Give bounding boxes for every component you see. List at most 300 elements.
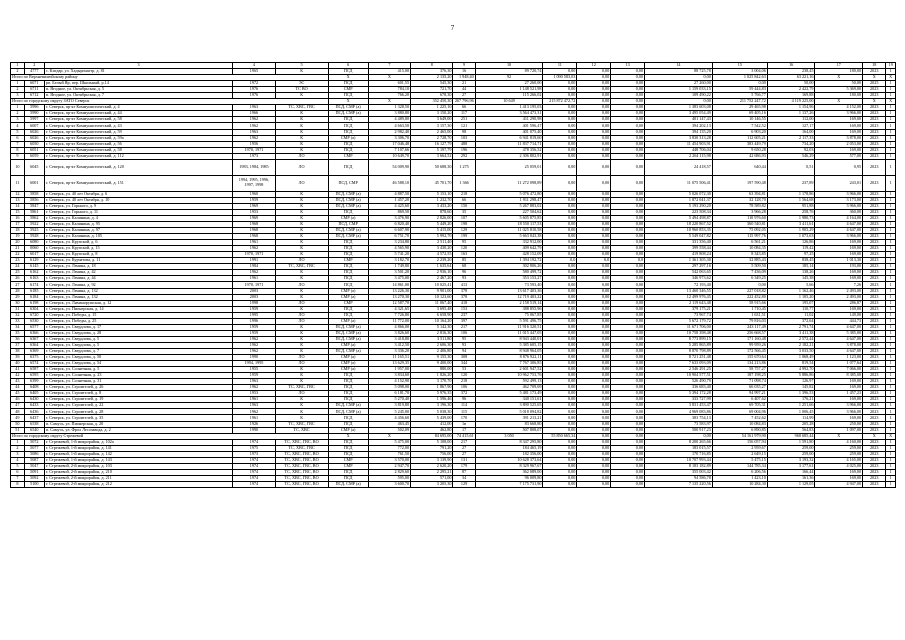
table-cell: 444,73	[815, 318, 863, 324]
table-cell: 169,00	[815, 129, 863, 135]
table-cell: 115	[453, 409, 475, 415]
table-cell: 98	[453, 129, 475, 135]
table-cell: 8 943 440,01	[475, 336, 543, 342]
table-cell: 176,21	[767, 397, 815, 403]
table-cell: г. Северск, ул. Ленина, д. 132	[44, 288, 232, 294]
table-cell: 0,00	[543, 336, 577, 342]
table-cell: 1	[886, 135, 896, 141]
table-cell: 22	[11, 252, 25, 258]
table-cell: 196	[453, 147, 475, 153]
table-cell: 13 629,35	[368, 361, 410, 367]
table-cell: 2023	[863, 421, 886, 427]
table-cell: 0,00	[543, 445, 577, 451]
table-cell: 0,00	[577, 361, 611, 367]
table-cell: 571,00	[411, 475, 453, 481]
table-cell: 238,45	[767, 69, 815, 75]
table-cell: ПСД	[328, 282, 368, 288]
table-cell: 27	[11, 282, 25, 288]
table-cell: 3 433,20	[411, 203, 453, 209]
table-cell: 0,00	[543, 282, 577, 288]
table-cell: 5 197,79	[411, 147, 453, 153]
table-cell: 169,00	[815, 123, 863, 129]
table-cell: 7 135 220,56	[645, 482, 713, 488]
table-cell: 11	[11, 175, 25, 191]
table-cell: 8 870 798,89	[645, 348, 713, 354]
table-cell: г. Стрежевой, 2-й микрорайон, д. 103	[44, 463, 232, 469]
table-cell: СМР (а)	[328, 427, 368, 433]
table-cell: СМР (а)	[328, 288, 368, 294]
table-cell: 0,00	[611, 421, 645, 427]
table-cell: 85	[453, 258, 475, 264]
table-cell: 0,00	[577, 330, 611, 336]
table-cell: 50,00	[815, 81, 863, 87]
table-cell: 0,00	[611, 391, 645, 397]
table-cell: К	[275, 129, 328, 135]
table-cell: 4 887,50	[368, 191, 410, 197]
table-cell: 6405	[24, 391, 44, 397]
table-cell: 0,00	[712, 282, 767, 288]
table-cell: г. Северск, ул. Свердлова, д. 7	[44, 348, 232, 354]
table-cell: 1974	[233, 469, 275, 475]
table-cell: 360,00	[815, 209, 863, 215]
table-cell: 25	[11, 270, 25, 276]
table-cell: 0,0	[577, 258, 611, 264]
table-cell: ПСД, СМР (а)	[328, 409, 368, 415]
table-cell: 110 976,60	[712, 215, 767, 221]
table-cell: 0,00	[543, 105, 577, 111]
table-cell: 1996	[233, 318, 275, 324]
table-cell: 0,00	[577, 153, 611, 159]
table-cell: 3 050	[475, 433, 543, 439]
table-cell: ПСД	[328, 141, 368, 147]
table-cell: 0,00	[611, 415, 645, 421]
table-cell: г. Стрежевой, 1-й микрорайон, д. 143	[44, 457, 232, 463]
table-cell: 0,00	[543, 81, 577, 87]
table-cell: 1	[11, 105, 25, 111]
table-cell: 2023	[863, 105, 886, 111]
table-cell: ТС ВО	[275, 87, 328, 93]
table-cell: г. Северск, пр-кт Коммунистический, д. 59	[44, 129, 232, 135]
table-cell: ПСД, СМР (а)	[328, 105, 368, 111]
table-cell: 0,00	[611, 123, 645, 129]
table-cell: 156 057,94	[712, 439, 767, 445]
table-cell: Х	[328, 75, 368, 81]
header-cell: 17	[815, 63, 863, 69]
table-cell: 1 980,73	[767, 215, 815, 221]
table-cell: 1953	[233, 391, 275, 397]
table-cell: 1	[886, 129, 896, 135]
table-cell: 0,00	[577, 348, 611, 354]
table-cell: 5 475,00	[368, 439, 410, 445]
table-cell: 5 385,00	[815, 330, 863, 336]
table-cell: К	[275, 288, 328, 294]
table-cell: К	[275, 342, 328, 348]
table-cell: г. Северск, ул. Калинина, д. 97	[44, 228, 232, 234]
table-cell: 0,00	[611, 147, 645, 153]
table-cell: 259,00	[767, 445, 815, 451]
table-cell: 5928	[24, 234, 44, 240]
table-cell: Х	[886, 99, 896, 105]
table-cell: 1	[886, 421, 896, 427]
table-cell: СМР (а)	[328, 361, 368, 367]
table-cell: 1 564,68	[767, 197, 815, 203]
table-cell: К	[275, 246, 328, 252]
table-cell: 0,00	[543, 355, 577, 361]
table-cell: 3 495 054,49	[645, 111, 713, 117]
table-cell: 1974	[233, 482, 275, 488]
table-cell: 1	[886, 342, 896, 348]
table-cell: 0,00	[577, 445, 611, 451]
table-cell: г. Северск, ул. Свердлова, д. 28	[44, 330, 232, 336]
table-cell: 1	[886, 141, 896, 147]
table-cell: 5 108,00	[411, 439, 453, 445]
table-cell: 169,00	[815, 117, 863, 123]
table-cell: 2023	[863, 318, 886, 324]
table-cell: 1968	[233, 221, 275, 227]
table-cell: г. Северск, ул. Ленина, д. 92	[44, 282, 232, 288]
table-cell: 5847	[24, 203, 44, 209]
table-cell: 0,00	[543, 482, 577, 488]
table-cell: 3	[11, 93, 25, 99]
table-cell: 1962	[233, 117, 275, 123]
table-cell: 10 284,30	[712, 482, 767, 488]
table-cell: 5 098,00	[368, 385, 410, 391]
table-cell: 0,00	[543, 348, 577, 354]
table-cell: 1962	[233, 348, 275, 354]
header-cell: 8	[411, 63, 453, 69]
table-cell: 73 967,74	[645, 312, 713, 318]
table-cell: 507 808,07	[475, 427, 543, 433]
table-cell: 2023	[863, 342, 886, 348]
table-cell: 2 829,60	[368, 469, 410, 475]
table-cell: 0,00	[577, 147, 611, 153]
table-cell: 2 182,21	[767, 342, 815, 348]
table-cell: 1	[886, 330, 896, 336]
table-cell: 68	[453, 264, 475, 270]
table-cell: г. Стрежевой, 2-й микрорайон, д. 211	[44, 475, 232, 481]
table-cell: 7	[11, 141, 25, 147]
table-cell: 2023	[863, 439, 886, 445]
table-cell: 2023	[863, 258, 886, 264]
table-cell: 198	[453, 221, 475, 227]
table-cell: 3 177,61	[767, 463, 815, 469]
table-cell: ТС, ХВС, ГВС	[275, 105, 328, 111]
table-cell: 87	[453, 469, 475, 475]
table-cell: г. Северск, пр-кт Коммунистический, д. 56	[44, 141, 232, 147]
table-cell: 3 966,00	[815, 409, 863, 415]
table-cell: 11 015 447,05	[475, 330, 543, 336]
table-cell: 6433	[24, 403, 44, 409]
table-cell: 1 423,10	[712, 475, 767, 481]
table-cell: 2 816,30	[411, 330, 453, 336]
table-cell: 5 270,40	[368, 397, 410, 403]
table-cell: 5 663 043,38	[475, 234, 543, 240]
table-cell: 7 767 306,85	[475, 361, 543, 367]
table-cell: 1962	[233, 246, 275, 252]
table-cell: 2 135,20	[411, 75, 453, 81]
table-cell: 1998	[233, 300, 275, 306]
table-cell: ПСД	[328, 129, 368, 135]
table-cell: 2023	[863, 203, 886, 209]
table-cell: ПСД	[328, 209, 368, 215]
table-cell: 5 018 094,82	[475, 409, 543, 415]
table-cell: 0,00	[611, 330, 645, 336]
table-cell: 15	[11, 209, 25, 215]
table-cell: 379 175,21	[645, 306, 713, 312]
table-cell: 2023	[863, 415, 886, 421]
table-cell: К	[275, 147, 328, 153]
table-cell: 149,00	[815, 312, 863, 318]
table-cell: 4 565,90	[368, 246, 410, 252]
table-cell: 258,76	[767, 209, 815, 215]
table-cell: 2023	[863, 336, 886, 342]
table-cell: 66 035,27	[712, 385, 767, 391]
table-cell: 1955	[233, 367, 275, 373]
table-cell: 1	[886, 246, 896, 252]
table-cell: 1962	[233, 123, 275, 129]
table-cell: 12 719 403,22	[475, 294, 543, 300]
table-cell: 3 033,50	[767, 348, 815, 354]
table-cell: 2023	[863, 469, 886, 475]
table-cell: 1	[886, 234, 896, 240]
table-cell: 1	[886, 111, 896, 117]
table-cell: 1953	[233, 209, 275, 215]
header-cell: 16	[767, 63, 815, 69]
table-cell: 199	[453, 234, 475, 240]
table-cell: 1	[886, 451, 896, 457]
table-cell: г. Северск, ул. Пионерская, д. 14	[44, 306, 232, 312]
table-cell: ТС, ХВС, ГВС, ВО	[275, 475, 328, 481]
table-cell: 0,00	[543, 300, 577, 306]
table-cell: 0,00	[543, 87, 577, 93]
table-cell: 2023	[863, 312, 886, 318]
table-cell: 1 328,50	[368, 105, 410, 111]
section-label: Итого по городскому округу Стрежевой	[11, 433, 329, 439]
table-cell: ПСД	[328, 252, 368, 258]
table-cell: 211 752 247,72	[712, 99, 767, 105]
table-cell: 0,00	[611, 240, 645, 246]
table-cell: 5091	[24, 469, 44, 475]
table-cell: 4	[11, 457, 25, 463]
table-cell: 6364	[24, 342, 44, 348]
table-cell: 0,00	[645, 75, 713, 81]
table-cell: 1	[886, 175, 896, 191]
table-cell: 766,20	[368, 93, 410, 99]
table-cell: 169,00	[815, 270, 863, 276]
table-cell: 4 160,00	[815, 439, 863, 445]
table-cell: 0,00	[577, 252, 611, 258]
table-cell: 0,00	[577, 457, 611, 463]
table-cell: 1963	[233, 403, 275, 409]
table-cell: 169,00	[815, 240, 863, 246]
table-cell: 1 596,46	[411, 397, 453, 403]
table-cell: г. Северск, пр-кт Коммунистический, д. 43	[44, 123, 232, 129]
table-cell: 0,00	[577, 93, 611, 99]
table-cell: 6051	[24, 147, 44, 153]
table-cell: 2 117,33	[767, 135, 815, 141]
table-cell: 5 976,35	[411, 391, 453, 397]
table-cell: 27	[453, 93, 475, 99]
table-cell: 10 084,35	[712, 246, 767, 252]
table-cell: 372	[453, 391, 475, 397]
table-cell: 10 084,83	[712, 421, 767, 427]
table-cell: 6 181,70	[368, 391, 410, 397]
table-cell: 0,00	[577, 270, 611, 276]
table-cell: 95	[453, 240, 475, 246]
table-cell: 217	[453, 439, 475, 445]
table-cell: 27	[453, 451, 475, 457]
table-cell: 11,02	[767, 312, 815, 318]
table-cell: 0,00	[577, 342, 611, 348]
table-cell: 138,26	[767, 270, 815, 276]
table-cell: 9 400,00	[411, 361, 453, 367]
table-cell: 1969	[233, 215, 275, 221]
table-cell: 0,00	[611, 457, 645, 463]
table-cell: 5072	[24, 439, 44, 445]
table-cell: 7 066,00	[815, 367, 863, 373]
table-cell: 42 686,93	[712, 153, 767, 159]
table-cell: 182 356,00	[475, 451, 543, 457]
table-cell: 6	[11, 135, 25, 141]
table-cell: 0,00	[611, 159, 645, 175]
table-cell: ПСД, СМР (а)	[328, 111, 368, 117]
header-cell: 13	[611, 63, 645, 69]
table-cell: 3 878,00	[815, 135, 863, 141]
table-cell: ПСД, СМР (а)	[328, 324, 368, 330]
table-cell: г. Северск, ул. Крупской, д. 6	[44, 240, 232, 246]
table-cell: 19	[11, 234, 25, 240]
table-row	[11, 159, 896, 175]
table-cell: 5 591 496,75	[475, 318, 543, 324]
table-cell: 106	[453, 385, 475, 391]
table-cell: 3 564 473,31	[475, 111, 543, 117]
page-number: 7	[450, 24, 455, 32]
table-cell: 336 683,40	[645, 385, 713, 391]
table-cell: 11 272 098,89	[475, 175, 543, 191]
table-cell: 1	[886, 294, 896, 300]
table-cell: 5 193 290,20	[645, 203, 713, 209]
table-cell: 71 098,74	[712, 379, 767, 385]
table-cell: 1	[886, 427, 896, 433]
table-cell: 27	[453, 445, 475, 451]
table-cell: 1 068,49	[767, 355, 815, 361]
table-cell: 5 026 072,30	[645, 191, 713, 197]
table-cell: 2 465,00	[411, 129, 453, 135]
table-cell: 2023	[863, 153, 886, 159]
header-cell: 6	[328, 63, 368, 69]
table-cell: 6304	[24, 306, 44, 312]
table-cell: 96	[453, 397, 475, 403]
table-cell: 5047	[24, 463, 44, 469]
table-cell: 1956	[233, 141, 275, 147]
table-cell: 0,00	[611, 105, 645, 111]
table-cell: 6720	[24, 312, 44, 318]
table-row	[11, 175, 896, 191]
table-cell: 109 490,22	[645, 93, 713, 99]
table-cell: 0,00	[577, 379, 611, 385]
table-cell: 0,00	[577, 69, 611, 75]
table-cell: с. Кигдар, ул. Хадыргыштр, д. 81	[44, 69, 232, 75]
table-cell: 24 418,57	[645, 159, 713, 175]
table-cell: 5996	[24, 105, 44, 111]
table-cell: 5 741,20	[368, 252, 410, 258]
table-cell: г. Северск, пр-кт Коммунистический, д. 58	[44, 117, 232, 123]
table-cell: 30	[11, 300, 25, 306]
table-cell: 378	[453, 288, 475, 294]
table-cell: 0,00	[611, 433, 645, 439]
table-cell: 11 837 714,71	[475, 141, 543, 147]
table-cell: 6026	[24, 135, 44, 141]
table-cell: 145,82	[767, 385, 815, 391]
table-cell: 218	[453, 191, 475, 197]
table-cell: 11 916 320,51	[475, 324, 543, 330]
table-cell: 4 572,55	[411, 252, 453, 258]
table-cell: 2023	[863, 123, 886, 129]
table-cell: 0,00	[543, 141, 577, 147]
table-cell: 187 198,25	[712, 373, 767, 379]
table-cell: 7 452,62	[712, 415, 767, 421]
table-cell: 169,00	[815, 469, 863, 475]
table-cell: 16 127,79	[411, 141, 453, 147]
table-cell: 4 663,50	[368, 123, 410, 129]
table-cell: К	[275, 111, 328, 117]
table-cell: 13	[11, 197, 25, 203]
table-cell: 2023	[863, 294, 886, 300]
table-cell: Х	[863, 75, 886, 81]
table-cell: г. Стрежевой, 1-й микрорайон, д. 141	[44, 445, 232, 451]
table-cell: 4 866,00	[368, 324, 410, 330]
table-cell: 784,10	[368, 87, 410, 93]
table-cell: 7 542,52	[712, 123, 767, 129]
table-cell: 2023	[863, 117, 886, 123]
table-cell: 1959	[233, 197, 275, 203]
table-cell: 6 607,90	[368, 228, 410, 234]
table-cell: 267 796,96	[454, 98, 474, 104]
table-cell: 592 499,13	[475, 379, 543, 385]
header-cell: 14	[645, 63, 713, 69]
table-cell: 48	[11, 409, 25, 415]
table-cell: 25 059,01	[475, 159, 543, 175]
table-cell: 331 356,40	[645, 240, 713, 246]
table-cell: 2023	[863, 282, 886, 288]
table-cell: 14	[11, 203, 25, 209]
table-cell: 1	[886, 69, 896, 75]
table-cell: 1 178,86	[767, 191, 815, 197]
table-cell: СМР (а)	[328, 215, 368, 221]
table-cell: 1 154,96	[767, 105, 815, 111]
table-cell: 383 754,13	[645, 415, 713, 421]
table-cell: 3 664,52	[411, 153, 453, 159]
table-cell: 6 658,90	[411, 312, 453, 318]
table-cell: 6369	[24, 348, 44, 354]
table-cell: 164,00	[767, 129, 815, 135]
table-cell: 66	[453, 197, 475, 203]
table-cell: 13 226,30	[368, 288, 410, 294]
table-cell: К	[275, 234, 328, 240]
table-cell: 218	[453, 379, 475, 385]
table-cell: 0,00	[543, 228, 577, 234]
table-cell: 1 137,26	[767, 111, 815, 117]
table-cell: ПСД, СМР (а)	[328, 197, 368, 203]
table-cell: 2	[11, 445, 25, 451]
table-cell: 6185	[24, 288, 44, 294]
table-cell: 0,00	[611, 469, 645, 475]
table-cell: 2 572,44	[767, 336, 815, 342]
table-cell: 6145	[24, 264, 44, 270]
housing-repair-table	[10, 62, 896, 488]
table-cell: 0,00	[577, 264, 611, 270]
table-cell: 418	[453, 300, 475, 306]
